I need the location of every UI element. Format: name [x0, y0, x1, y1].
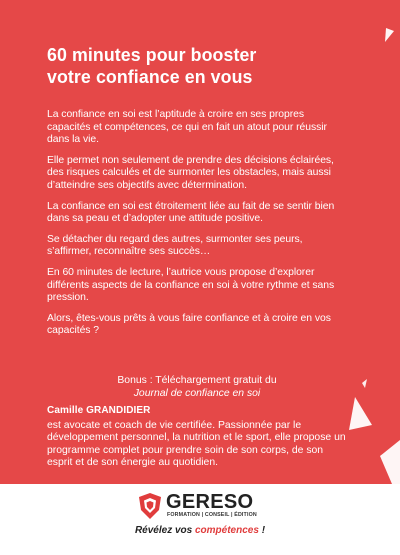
bonus-journal-title: Journal de confiance en soi: [133, 387, 261, 399]
bonus-note: [47, 375, 347, 400]
author-name: Camille GRANDIDIER: [47, 405, 151, 416]
synopsis-paragraph: Se détacher du regard des autres, surmonter ses peurs, s’affirmer, reconnaître ses succès…: [47, 233, 303, 258]
author-section: [47, 405, 347, 470]
book-title: [47, 44, 354, 88]
shard-right-large: [349, 397, 372, 430]
publisher-footer: [0, 484, 400, 555]
logo-tagline: FORMATION | CONSEIL | ÉDITION: [167, 512, 257, 518]
synopsis-paragraph: En 60 minutes de lecture, l’autrice vous propose d’explorer différents aspects de la confiance en soi à votre rythme et sans pression.: [47, 266, 335, 304]
synopsis-paragraph: La confiance en soi est étroitement liée au fait de se sentir bien dans sa peau et d’adopter une attitude positive.: [47, 200, 335, 225]
synopsis: [47, 109, 347, 346]
slogan-start: Révélez vos: [134, 525, 195, 536]
logo-wordmark: GERESO: [166, 491, 254, 513]
author-bio: est avocate et coach de vie certifiée. Passionnée par le développement personnel, la nutrition et le sport, elle propose un programme complet pour prendre soin de son corps, de son esprit et de son énergie au quotidien.: [47, 419, 346, 469]
title-line-1: 60 minutes pour booster: [47, 44, 257, 65]
shard-bottom-right: [380, 440, 400, 484]
gereso-logo: [138, 492, 263, 520]
slogan-end: !: [258, 525, 266, 536]
synopsis-paragraph: Alors, êtes-vous prêts à vous faire confiance et à croire en vos capacités ?: [47, 312, 331, 337]
title-line-2: votre confiance en vous: [47, 66, 253, 87]
shard-right-small: [362, 379, 367, 388]
slogan: [0, 525, 400, 537]
bonus-line: Bonus : Téléchargement gratuit du: [117, 375, 277, 386]
shard-top: [385, 28, 394, 42]
gereso-shield-icon: [138, 492, 162, 520]
synopsis-paragraph: La confiance en soi est l’aptitude à croire en ses propres capacités et compétences, ce qui en fait un atout pour réussir dans la vie.: [47, 109, 327, 146]
slogan-accent: compétences: [195, 525, 259, 536]
synopsis-paragraph: Elle permet non seulement de prendre des décisions éclairées, des risques calculés et de surmonter les obstacles, mais aussi d’atteindre ses objectifs avec détermination.: [47, 154, 334, 191]
